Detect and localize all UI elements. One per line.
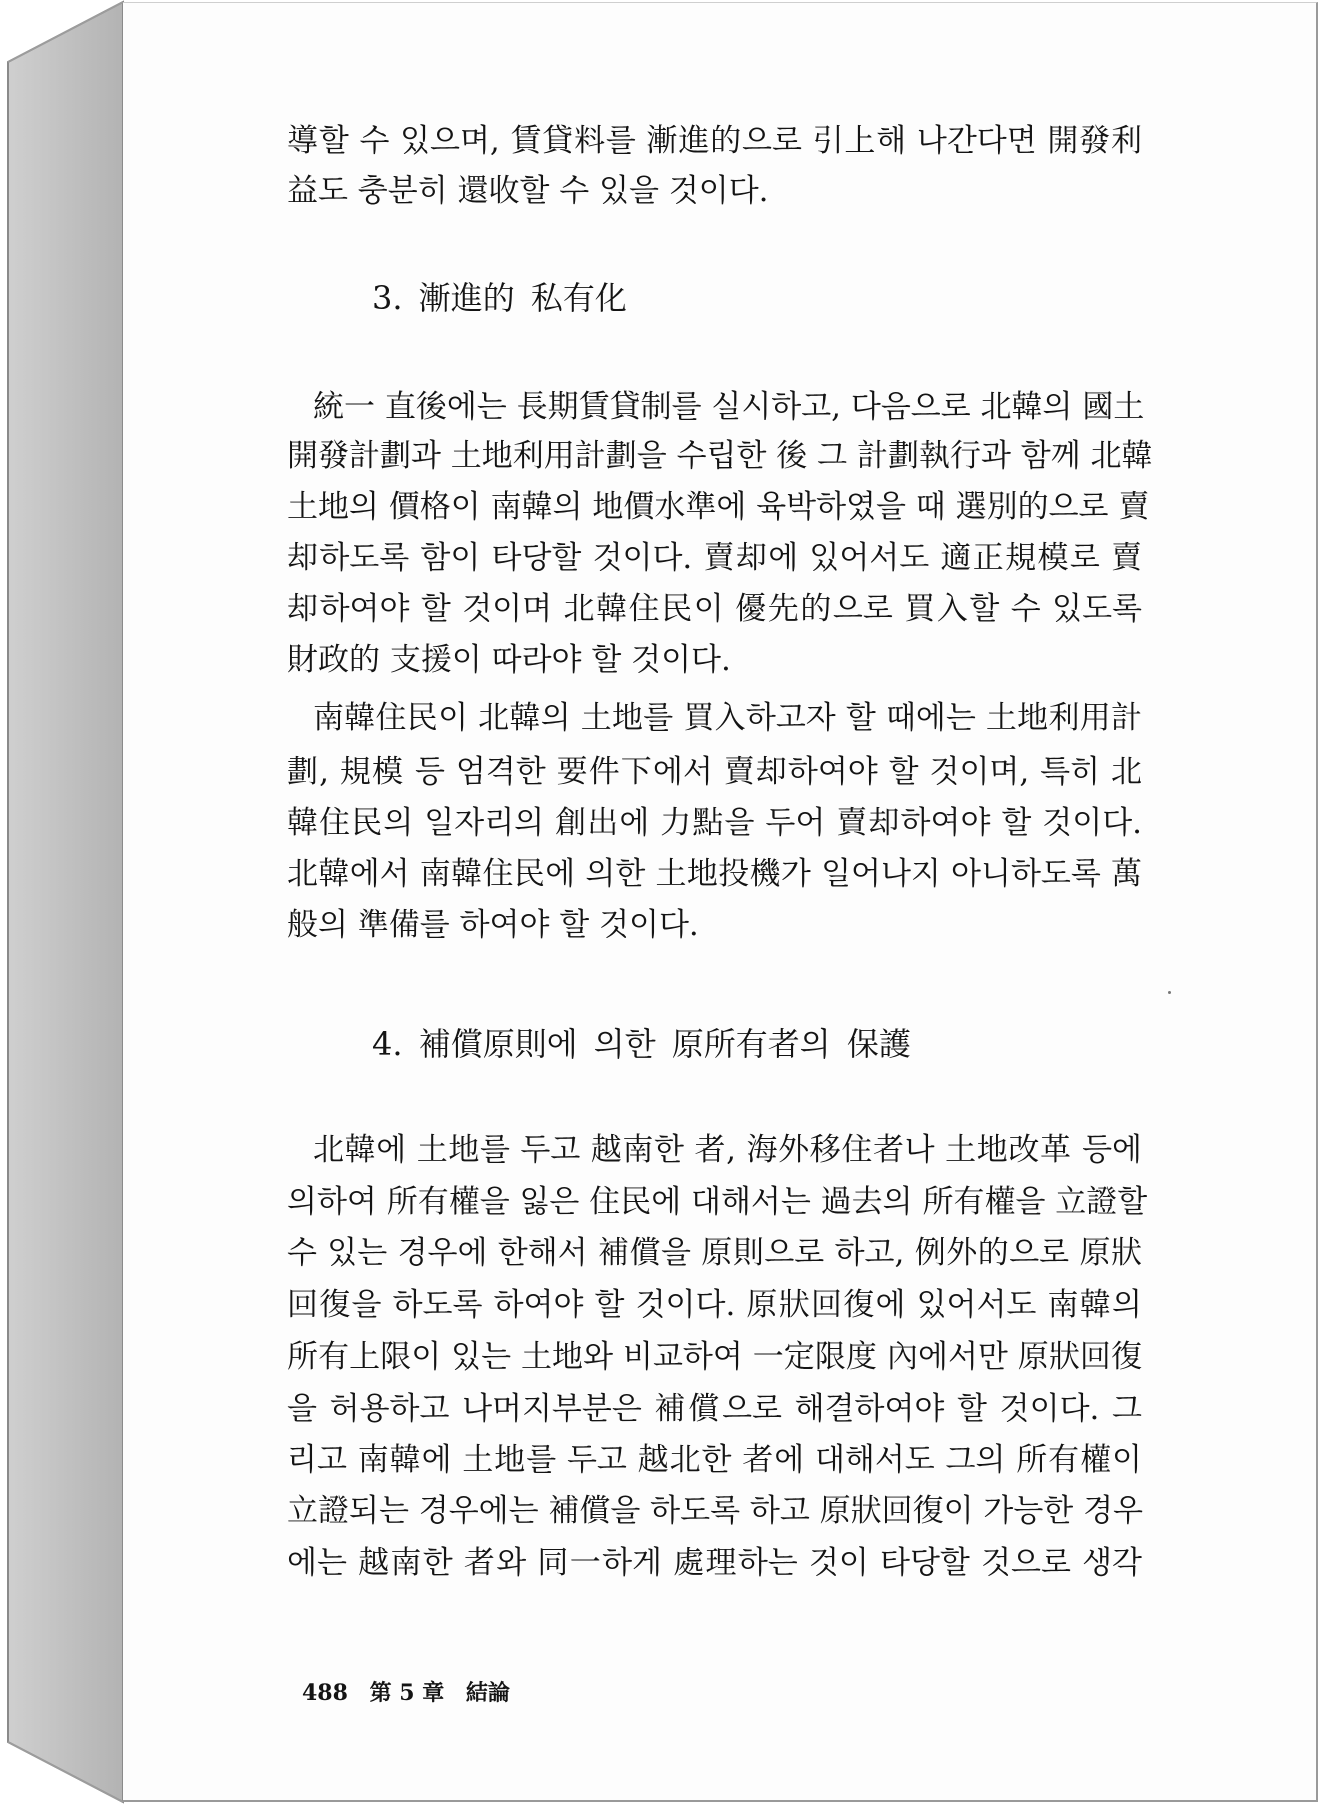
body-line: 立證되는 경우에는 補償을 하도록 하고 原狀回復이 가능한 경우	[287, 1493, 1144, 1529]
body-line: 리고 南韓에 土地를 두고 越北한 者에 대해서도 그의 所有權이	[287, 1442, 1142, 1478]
body-line: 財政的 支援이 따라야 할 것이다.	[287, 642, 731, 678]
body-line: 回復을 하도록 하여야 할 것이다. 原狀回復에 있어서도 南韓의	[287, 1287, 1142, 1323]
body-line: 統一 直後에는 長期賃貸制를 실시하고, 다음으로 北韓의 國土	[313, 389, 1145, 425]
page-footer	[302, 1676, 524, 1707]
book-page	[123, 2, 1318, 1802]
chapter-title: 結論	[465, 1680, 510, 1706]
body-line: 北韓에 土地를 두고 越南한 者, 海外移住者나 土地改革 등에	[313, 1132, 1142, 1168]
body-line: 수 있는 경우에 한해서 補償을 原則으로 하고, 例外的으로 原狀	[287, 1235, 1142, 1271]
body-line: 開發計劃과 土地利用計劃을 수립한 後 그 計劃執行과 함께 北韓	[287, 438, 1153, 474]
section-heading-3: 3. 漸進的 私有化	[372, 279, 627, 317]
body-line: 益도 충분히 還收할 수 있을 것이다.	[287, 173, 769, 209]
body-line: 을 허용하고 나머지부분은 補償으로 해결하여야 할 것이다. 그	[287, 1391, 1142, 1427]
body-line: 般의 準備를 하여야 할 것이다.	[287, 907, 699, 943]
body-line: 韓住民의 일자리의 創出에 力點을 두어 賣却하여야 할 것이다.	[287, 805, 1142, 841]
body-line: 南韓住民이 北韓의 土地를 買入하고자 할 때에는 土地利用計	[313, 700, 1142, 736]
body-line: 所有上限이 있는 土地와 비교하여 一定限度 內에서만 原狀回復	[287, 1339, 1142, 1375]
body-line: 에는 越南한 者와 同一하게 處理하는 것이 타당할 것으로 생각	[287, 1545, 1142, 1581]
scan-speck	[1168, 991, 1171, 994]
body-line: 導할 수 있으며, 賃貸料를 漸進的으로 引上해 나간다면 開發利	[287, 123, 1142, 159]
body-line: 劃, 規模 등 엄격한 要件下에서 賣却하여야 할 것이며, 특히 北	[287, 754, 1142, 790]
body-line: 却하도록 함이 타당할 것이다. 賣却에 있어서도 適正規模로 賣	[287, 540, 1142, 576]
body-line: 의하여 所有權을 잃은 住民에 대해서는 過去의 所有權을 立證할	[287, 1184, 1148, 1220]
body-line: 却하여야 할 것이며 北韓住民이 優先的으로 買入할 수 있도록	[287, 591, 1142, 627]
page-number: 488	[302, 1680, 348, 1706]
body-line: 土地의 價格이 南韓의 地價水準에 육박하였을 때 選別的으로 賣	[287, 489, 1150, 525]
section-heading-4: 4. 補償原則에 의한 原所有者의 保護	[372, 1025, 911, 1063]
chapter-number: 第 5 章	[369, 1680, 445, 1706]
body-line: 北韓에서 南韓住民에 의한 土地投機가 일어나지 아니하도록 萬	[287, 856, 1142, 892]
